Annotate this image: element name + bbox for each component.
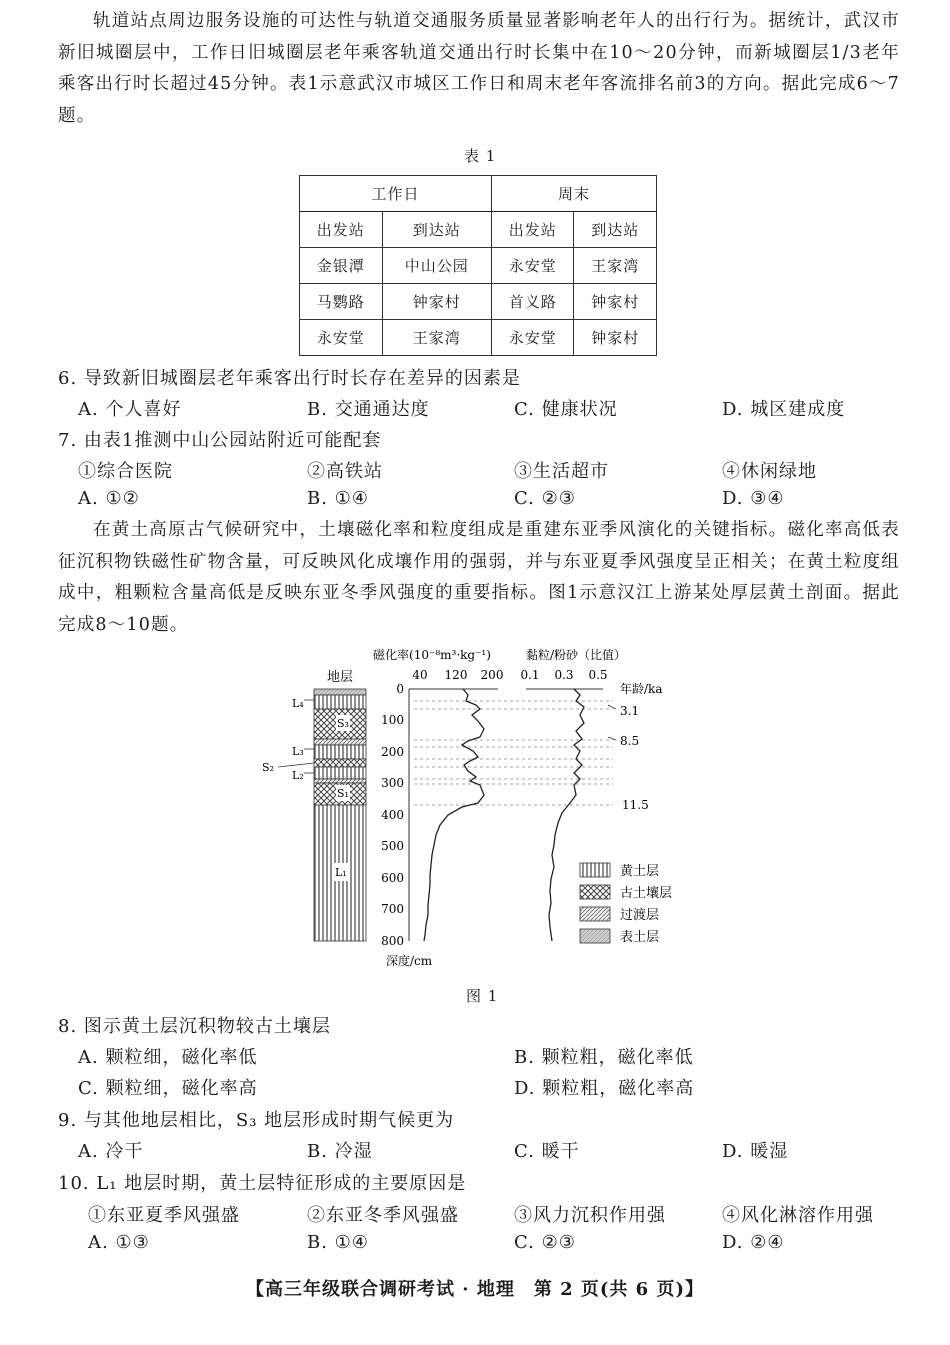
page-footer: 【高三年级联合调研考试 · 地理 第 2 页(共 6 页)】 — [246, 1279, 704, 1300]
age-label: 3.1 — [620, 704, 640, 718]
q7-item-3: ③生活超市 — [514, 461, 609, 482]
legend — [580, 863, 672, 945]
age-axis-title: 年龄/ka — [620, 682, 663, 696]
table-row — [300, 284, 657, 320]
question-9-stem: 9. 与其他地层相比，S₃ 地层形成时期气候更为 — [58, 1110, 455, 1131]
strata-label: L₂ — [292, 769, 304, 782]
table-row — [300, 320, 657, 356]
age-label: 11.5 — [622, 798, 649, 812]
q9-option-a[interactable]: A. 冷干 — [78, 1141, 144, 1162]
figure-caption: 图 1 — [466, 987, 499, 1005]
strata-label: S₁ — [337, 787, 349, 800]
age-label: 8.5 — [620, 734, 640, 748]
q9-option-d[interactable]: D. 暖湿 — [722, 1141, 789, 1162]
q10-item-3: ③风力沉积作用强 — [514, 1205, 666, 1226]
depth-tick: 600 — [381, 871, 404, 885]
q6-option-a[interactable]: A. 个人喜好 — [78, 399, 182, 420]
table-group-header: 工作日 — [300, 176, 492, 212]
table-cell: 永安堂 — [491, 320, 574, 356]
clay-silt-ratio-title: 黏粒/粉砂（比值） — [525, 648, 627, 662]
table-cell: 金银潭 — [300, 248, 383, 284]
question-6-stem: 6. 导致新旧城圈层老年乘客出行时长存在差异的因素是 — [58, 368, 521, 389]
q10-option-a[interactable]: A. ①③ — [88, 1232, 150, 1253]
magnetic-susceptibility-title: 磁化率(10⁻⁸m³·kg⁻¹) — [373, 648, 491, 662]
depth-tick: 100 — [381, 713, 404, 727]
q7-option-b[interactable]: B. ①④ — [307, 488, 369, 509]
depth-tick: 500 — [381, 839, 404, 853]
table-row — [300, 248, 657, 284]
table-sub-header: 出发站 — [491, 212, 574, 248]
q10-item-2: ②东亚冬季风强盛 — [307, 1205, 459, 1226]
mag-tick: 40 — [412, 668, 428, 682]
table-cell: 马鹦路 — [300, 284, 383, 320]
strata-label: L₄ — [292, 697, 304, 710]
q10-item-1: ①东亚夏季风强盛 — [88, 1205, 240, 1226]
depth-tick: 400 — [381, 808, 404, 822]
legend-label: 过渡层 — [620, 908, 660, 923]
table-cell: 永安堂 — [300, 320, 383, 356]
q7-option-a[interactable]: A. ①② — [78, 488, 140, 509]
legend-label: 黄土层 — [620, 864, 660, 879]
table-cell: 钟家村 — [382, 284, 491, 320]
table-cell: 钟家村 — [574, 284, 657, 320]
q7-option-c[interactable]: C. ②③ — [514, 488, 576, 509]
q10-option-d[interactable]: D. ②④ — [722, 1232, 785, 1253]
clay-silt-ratio-curve — [549, 689, 584, 941]
table-cell: 中山公园 — [382, 248, 491, 284]
table-sub-header: 出发站 — [300, 212, 383, 248]
depth-axis-label: 深度/cm — [386, 954, 433, 968]
ratio-tick: 0.3 — [554, 668, 574, 682]
q8-option-d[interactable]: D. 颗粒粗，磁化率高 — [514, 1078, 695, 1099]
depth-tick: 700 — [381, 902, 404, 916]
magnetic-susceptibility-curve — [424, 689, 484, 941]
table-cell: 钟家村 — [574, 320, 657, 356]
q9-option-c[interactable]: C. 暖干 — [514, 1141, 580, 1162]
q10-item-4: ④风化淋溶作用强 — [722, 1205, 874, 1226]
mag-tick: 200 — [480, 668, 504, 682]
legend-label: 表土层 — [620, 930, 660, 945]
legend-label: 古土壤层 — [620, 886, 673, 901]
q7-item-1: ①综合医院 — [78, 461, 173, 482]
q8-option-a[interactable]: A. 颗粒细，磁化率低 — [78, 1047, 258, 1068]
q7-item-2: ②高铁站 — [307, 461, 383, 482]
strata-label: S₂ — [262, 761, 274, 774]
q6-option-b[interactable]: B. 交通通达度 — [307, 399, 430, 420]
strata-label: L₁ — [335, 866, 347, 879]
table-cell: 王家湾 — [382, 320, 491, 356]
table-sub-header: 到达站 — [574, 212, 657, 248]
table-1 — [299, 175, 657, 356]
q9-option-b[interactable]: B. 冷湿 — [307, 1141, 373, 1162]
q7-option-d[interactable]: D. ③④ — [722, 488, 785, 509]
ratio-tick: 0.1 — [520, 668, 540, 682]
table-cell: 首义路 — [491, 284, 574, 320]
ratio-tick: 0.5 — [588, 668, 608, 682]
depth-tick: 800 — [381, 934, 404, 948]
loess-profile-figure — [258, 645, 698, 975]
table-cell: 王家湾 — [574, 248, 657, 284]
strata-label: L₃ — [292, 745, 304, 758]
q10-option-c[interactable]: C. ②③ — [514, 1232, 576, 1253]
depth-tick: 300 — [381, 776, 404, 790]
intro-paragraph-1: 轨道站点周边服务设施的可达性与轨道交通服务质量显著影响老年人的出行行为。据统计，武汉市新旧城圈层中，工作日旧城圈层老年乘客轨道交通出行时长集中在10～20分钟，而新城圈层1/3老年乘客出行时长超过45分钟。表1示意武汉市城区工作日和周末老年客流排名前3的方向。据此完成6～7题。 — [58, 11, 900, 126]
strata-column-title: 地层 — [326, 670, 354, 685]
table-cell: 永安堂 — [491, 248, 574, 284]
q8-option-c[interactable]: C. 颗粒细，磁化率高 — [78, 1078, 258, 1099]
question-8-stem: 8. 图示黄土层沉积物较古土壤层 — [58, 1016, 331, 1037]
q10-option-b[interactable]: B. ①④ — [307, 1232, 369, 1253]
q6-option-c[interactable]: C. 健康状况 — [514, 399, 618, 420]
depth-tick: 200 — [381, 745, 404, 759]
q6-option-d[interactable]: D. 城区建成度 — [722, 399, 846, 420]
table-caption: 表 1 — [464, 147, 497, 165]
strata-label: S₃ — [337, 717, 349, 730]
q7-item-4: ④休闲绿地 — [722, 461, 817, 482]
q8-option-b[interactable]: B. 颗粒粗，磁化率低 — [514, 1047, 694, 1068]
question-10-stem: 10. L₁ 地层时期，黄土层特征形成的主要原因是 — [58, 1173, 467, 1194]
table-sub-header: 到达站 — [382, 212, 491, 248]
mag-tick: 120 — [444, 668, 468, 682]
table-group-header: 周末 — [491, 176, 656, 212]
question-7-stem: 7. 由表1推测中山公园站附近可能配套 — [58, 430, 382, 451]
intro-paragraph-2: 在黄土高原古气候研究中，土壤磁化率和粒度组成是重建东亚季风演化的关键指标。磁化率高低表征沉积物铁磁性矿物含量，可反映风化成壤作用的强弱，并与东亚夏季风强度呈正相关；在黄土粒度组成中，粗颗粒含量高低是反映东亚冬季风强度的重要指标。图1示意汉江上游某处厚层黄土剖面。据此完成8～10题。 — [58, 520, 900, 635]
depth-tick: 0 — [396, 682, 404, 696]
